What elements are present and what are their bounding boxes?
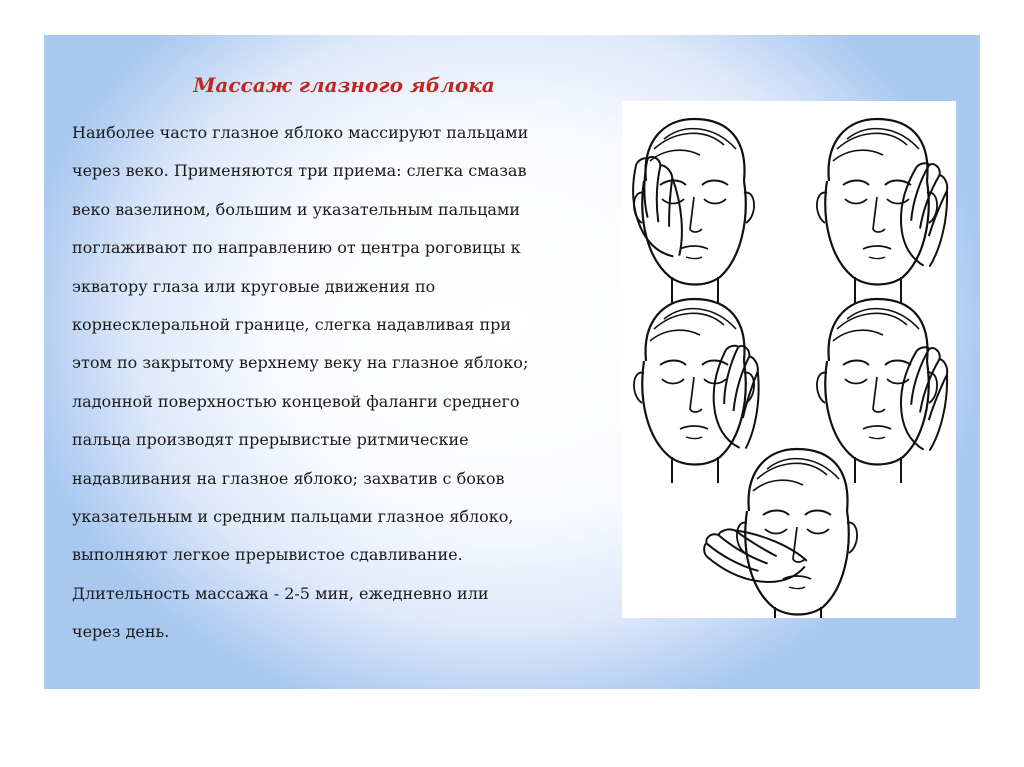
figure-1: [628, 119, 754, 303]
figure-2: [817, 119, 955, 303]
eye-massage-illustration: [622, 101, 956, 618]
figure-3: [634, 299, 764, 483]
body-line: корнесклеральной границе, слегка надавливая при: [72, 315, 512, 335]
body-line: экватору глаза или круговые движения по: [72, 276, 436, 296]
body-line: веко вазелином, большим и указательным пальцами: [72, 199, 520, 219]
body-line: этом по закрытому верхнему веку на глазное яблоко;: [72, 353, 529, 373]
body-line: указательным и средним пальцами глазное яблоко,: [72, 507, 514, 527]
body-line: ладонной поверхностью концевой фаланги среднего: [72, 391, 520, 411]
body-text: [72, 114, 612, 652]
body-line: выполняют легкое прерывистое сдавливание.: [72, 545, 463, 565]
body-line: через веко. Применяются три приема: слегка смазав: [72, 161, 527, 181]
figure-5: [699, 449, 857, 618]
body-line: через день.: [72, 622, 170, 642]
body-line: поглаживают по направлению от центра роговицы к: [72, 238, 521, 258]
body-line: пальца производят прерывистые ритмические: [72, 430, 469, 450]
illustration-svg: [622, 101, 956, 618]
body-line: Наиболее часто глазное яблоко массируют пальцами: [72, 123, 529, 142]
slide-frame: [44, 35, 980, 689]
body-line: Длительность массажа - 2-5 мин, ежедневно или: [72, 583, 489, 603]
figure-4: [817, 299, 955, 483]
slide-title: Массаж глазного яблока: [193, 73, 495, 97]
body-line: надавливания на глазное яблоко; захватив с боков: [72, 468, 505, 488]
